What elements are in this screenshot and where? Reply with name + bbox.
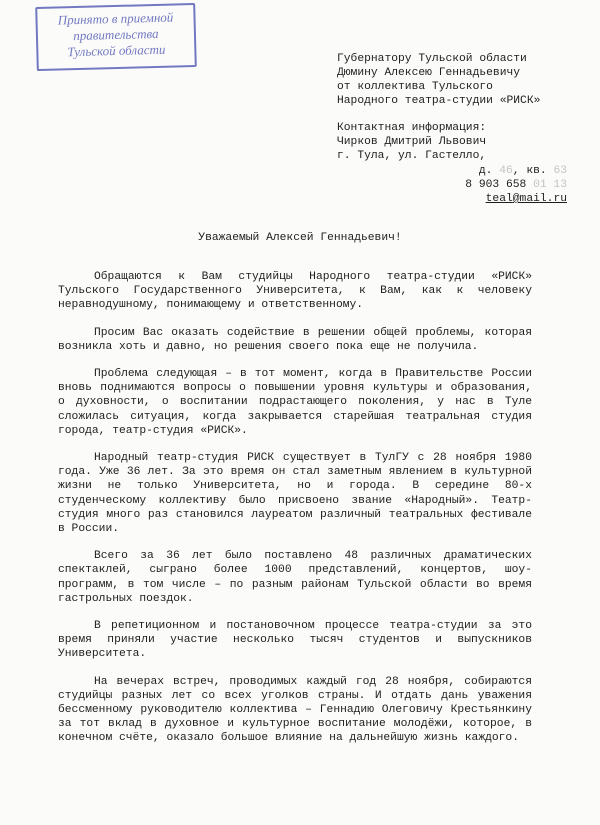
letter-body <box>58 270 532 759</box>
email-domain: @mail.ru <box>512 193 567 206</box>
phone-visible: 8 903 658 <box>465 178 527 191</box>
addressee-line: Народного театра-студии «РИСК» <box>337 95 541 107</box>
apt-prefix: кв. <box>526 164 547 177</box>
contact-heading: Контактная информация: <box>337 122 487 134</box>
contact-address: г. Тула, ул. Гастелло, <box>337 150 487 163</box>
stamp-line: Принято в приемной <box>57 9 174 28</box>
salutation: Уважаемый Алексей Геннадьевич! <box>198 232 402 244</box>
paragraph: Проблема следующая – в тот момент, когда в Правительстве России вновь поднимаются вопросы о повышении уровня культуры и образования, о духовности, о воспитании подрастающего поколения, у нас в Туле сложилась ситуация, когда закрывается старейшая театральная студия города, театр-студия «РИСК». <box>58 368 532 437</box>
contact-name: Чирков Дмитрий Львович <box>337 136 487 149</box>
paragraph: Народный театр-студия РИСК существует в ТулГУ с 28 ноября 1980 года. Уже 36 лет. За это время он стал заметным явлением в культурной жизни не только Университета, но и города. В середине 80-х студенческому коллективу было присвоено звание «Народный». Театр-студия много раз становился лауреатом различный театральных фестивале в России. <box>58 452 532 536</box>
contact-house-apt: д. 46, кв. 63 <box>478 164 567 177</box>
paragraph: В репетиционном и постановочном процессе театра-студии за это время приняли участие несколько тысяч студентов и выпускников Университета. <box>58 620 532 661</box>
phone-masked: 01 13 <box>533 178 567 191</box>
email-user: teal <box>485 193 513 206</box>
house-value: 46 <box>499 164 513 177</box>
contact-email <box>337 192 587 206</box>
paragraph: Обращаются к Вам студийцы Народного театра-студии «РИСК» Тульского Государственного Университета, к Вам, как к человеку неравнодушному, понимающему и ответственному. <box>58 271 532 312</box>
paragraph: На вечерах встреч, проводимых каждый год 28 ноября, собираются студийцы разных лет со всех уголков страны. И отдать дань уважения бессменному руководителю коллектива – Геннадию Олеговичу Крестьянкину за тот вклад в духовное и культурное воспитание молодёжи, которое, в конечном счёте, оказало большое влияние на дальнейшую жизнь каждого. <box>58 675 532 745</box>
addressee-line: от коллектива Тульского <box>337 81 493 93</box>
reception-stamp <box>35 3 197 71</box>
paragraph: Просим Вас оказать содействие в решении общей проблемы, которая возникла хоть и давно, но решения своего пока еще не получила. <box>58 326 532 353</box>
addressee-block <box>337 52 587 108</box>
contact-phone <box>337 178 587 192</box>
addressee-line: Губернатору Тульской области <box>337 53 527 65</box>
house-prefix: д. <box>478 164 493 177</box>
contact-block <box>337 121 587 206</box>
stamp-line: Тульской области <box>67 41 166 60</box>
stamp-line: правительства <box>73 25 159 44</box>
paragraph: Всего за 36 лет было поставлено 48 различных драматических спектаклей, сыграно более 1000 представлений, концертов, шоу-программ, в том числе – по разным районам Тульской области во время гастрольных поездок. <box>58 550 532 605</box>
apt-value: 63 <box>553 164 567 177</box>
addressee-line: Дюмину Алексею Геннадьевичу <box>337 67 521 79</box>
